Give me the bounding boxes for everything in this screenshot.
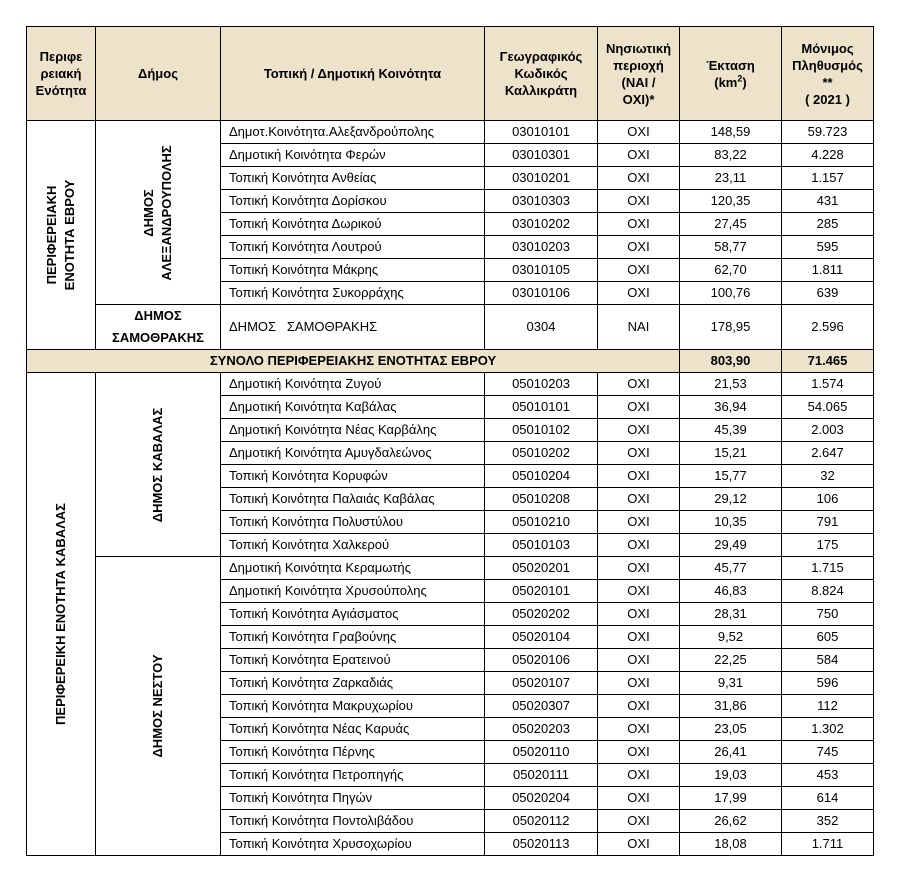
island-flag: ΝΑΙ [598,305,680,350]
geo-code: 03010301 [485,144,598,167]
population-value: 1.811 [782,259,874,282]
geo-code: 05020204 [485,787,598,810]
island-flag: ΟΧΙ [598,534,680,557]
area-value: 29,12 [680,488,782,511]
community-name: Τοπική Κοινότητα Γραβούνης [221,626,485,649]
area-value: 15,77 [680,465,782,488]
community-name: Τοπική Κοινότητα Μάκρης [221,259,485,282]
header-population: Μόνιμος Πληθυσμός ** ( 2021 ) [782,27,874,121]
header-row [27,27,874,121]
area-value: 27,45 [680,213,782,236]
geo-code: 0304 [485,305,598,350]
area-value: 23,05 [680,718,782,741]
island-flag: ΟΧΙ [598,213,680,236]
community-name: Τοπική Κοινότητα Συκορράχης [221,282,485,305]
island-flag: ΟΧΙ [598,373,680,396]
geo-code: 05010103 [485,534,598,557]
area-value: 17,99 [680,787,782,810]
geo-code: 05010204 [485,465,598,488]
geo-code: 03010202 [485,213,598,236]
population-value: 595 [782,236,874,259]
header-region: Περιφε ρειακή Ενότητα [27,27,96,121]
area-value: 26,62 [680,810,782,833]
area-value: 45,77 [680,557,782,580]
table-row [27,305,874,350]
area-value: 29,49 [680,534,782,557]
community-name: Τοπική Κοινότητα Ανθείας [221,167,485,190]
geo-code: 05020113 [485,833,598,856]
area-value: 23,11 [680,167,782,190]
population-value: 1.157 [782,167,874,190]
geo-code: 05020203 [485,718,598,741]
island-flag: ΟΧΙ [598,236,680,259]
community-name: Τοπική Κοινότητα Πολυστύλου [221,511,485,534]
community-name: Δημοτική Κοινότητα Αμυγδαλεώνος [221,442,485,465]
area-value: 148,59 [680,121,782,144]
island-flag: ΟΧΙ [598,741,680,764]
community-name: Τοπική Κοινότητα Πετροπηγής [221,764,485,787]
island-flag: ΟΧΙ [598,511,680,534]
community-name: Τοπική Κοινότητα Πέρνης [221,741,485,764]
region-evros: ΠΕΡΙΦΕΡΕΙΑΚΗ ΕΝΟΤΗΤΑ ΕΒΡΟΥ [27,121,96,350]
population-value: 54.065 [782,396,874,419]
table-row [27,373,874,396]
area-value: 46,83 [680,580,782,603]
header-area: Έκταση $(km^2)$ [680,27,782,121]
community-name: Τοπική Κοινότητα Νέας Καρυάς [221,718,485,741]
geo-code: 05020202 [485,603,598,626]
population-value: 584 [782,649,874,672]
area-value: 45,39 [680,419,782,442]
header-island: Νησιωτική περιοχή (ΝΑΙ / ΟΧΙ)* [598,27,680,121]
island-flag: ΟΧΙ [598,488,680,511]
community-name: Τοπική Κοινότητα Δωρικού [221,213,485,236]
total-row [27,350,874,373]
geo-code: 05010210 [485,511,598,534]
island-flag: ΟΧΙ [598,580,680,603]
island-flag: ΟΧΙ [598,603,680,626]
table-row [27,121,874,144]
island-flag: ΟΧΙ [598,626,680,649]
municipality-kavala: ΔΗΜΟΣ ΚΑΒΑΛΑΣ [96,373,221,557]
geo-code: 05010202 [485,442,598,465]
community-name: Δημοτική Κοινότητα Καβάλας [221,396,485,419]
population-value: 2.596 [782,305,874,350]
population-value: 112 [782,695,874,718]
municipality-alexandroupoli: ΔΗΜΟΣ ΑΛΕΞΑΝΔΡΟΥΠΟΛΗΣ [96,121,221,305]
geo-code: 03010106 [485,282,598,305]
geo-code: 03010101 [485,121,598,144]
geo-code: 05010101 [485,396,598,419]
geo-code: 05020112 [485,810,598,833]
community-name: Δημοτική Κοινότητα Χρυσούπολης [221,580,485,603]
population-value: 453 [782,764,874,787]
area-value: 9,31 [680,672,782,695]
island-flag: ΟΧΙ [598,167,680,190]
geo-code: 03010203 [485,236,598,259]
community-name: Τοπική Κοινότητα Ζαρκαδιάς [221,672,485,695]
island-flag: ΟΧΙ [598,695,680,718]
island-flag: ΟΧΙ [598,282,680,305]
area-value: 31,86 [680,695,782,718]
population-value: 750 [782,603,874,626]
community-name: Τοπική Κοινότητα Χρυσοχωρίου [221,833,485,856]
header-geo-code: Γεωγραφικός Κωδικός Καλλικράτη [485,27,598,121]
community-name: Τοπική Κοινότητα Ποντολιβάδου [221,810,485,833]
geo-code: 05020104 [485,626,598,649]
region-kavala: ΠΕΡΙΦΕΡΕΙΚΗ ΕΝΟΤΗΤΑ ΚΑΒΑΛΑΣ [27,373,96,856]
island-flag: ΟΧΙ [598,144,680,167]
area-value: 83,22 [680,144,782,167]
island-flag: ΟΧΙ [598,764,680,787]
island-flag: ΟΧΙ [598,833,680,856]
population-value: 605 [782,626,874,649]
community-name: Δημοτική Κοινότητα Κεραμωτής [221,557,485,580]
area-value: 10,35 [680,511,782,534]
municipality-samothraki: ΔΗΜΟΣ ΣΑΜΟΘΡΑΚΗΣ [96,305,221,350]
total-population: 71.465 [782,350,874,373]
geo-code: 05010102 [485,419,598,442]
geo-code: 05020201 [485,557,598,580]
community-name: Τοπική Κοινότητα Ερατεινού [221,649,485,672]
community-name: Τοπική Κοινότητα Λουτρού [221,236,485,259]
island-flag: ΟΧΙ [598,419,680,442]
island-flag: ΟΧΙ [598,259,680,282]
area-value: 19,03 [680,764,782,787]
area-value: 22,25 [680,649,782,672]
population-value: 614 [782,787,874,810]
population-value: 352 [782,810,874,833]
population-value: 4.228 [782,144,874,167]
island-flag: ΟΧΙ [598,810,680,833]
island-flag: ΟΧΙ [598,718,680,741]
community-name: Τοπική Κοινότητα Μακρυχωρίου [221,695,485,718]
community-name: Δημοτική Κοινότητα Ζυγού [221,373,485,396]
geo-code: 05020107 [485,672,598,695]
island-flag: ΟΧΙ [598,672,680,695]
geo-code: 03010303 [485,190,598,213]
population-value: 791 [782,511,874,534]
area-value: 62,70 [680,259,782,282]
community-name: Τοπική Κοινότητα Αγιάσματος [221,603,485,626]
municipality-nestos: ΔΗΜΟΣ ΝΕΣΤΟΥ [96,557,221,856]
header-community: Τοπική / Δημοτική Κοινότητα [221,27,485,121]
population-value: 596 [782,672,874,695]
population-value: 106 [782,488,874,511]
area-value: 178,95 [680,305,782,350]
community-name: Τοπική Κοινότητα Δορίσκου [221,190,485,213]
geo-code: 05010203 [485,373,598,396]
population-value: 32 [782,465,874,488]
geo-code: 03010105 [485,259,598,282]
population-value: 1.302 [782,718,874,741]
area-value: 21,53 [680,373,782,396]
community-name: Τοπική Κοινότητα Κορυφών [221,465,485,488]
area-value: 36,94 [680,396,782,419]
island-flag: ΟΧΙ [598,190,680,213]
population-value: 1.715 [782,557,874,580]
geo-code: 05020307 [485,695,598,718]
area-value: 120,35 [680,190,782,213]
total-label: ΣΥΝΟΛΟ ΠΕΡΙΦΕΡΕΙΑΚΗΣ ΕΝΟΤΗΤΑΣ ΕΒΡΟΥ [27,350,680,373]
community-name: Τοπική Κοινότητα Χαλκερού [221,534,485,557]
population-value: 59.723 [782,121,874,144]
community-name: Τοπική Κοινότητα Παλαιάς Καβάλας [221,488,485,511]
geo-code: 03010201 [485,167,598,190]
population-value: 175 [782,534,874,557]
area-value: 100,76 [680,282,782,305]
island-flag: ΟΧΙ [598,557,680,580]
island-flag: ΟΧΙ [598,787,680,810]
population-value: 1.711 [782,833,874,856]
population-value: 745 [782,741,874,764]
population-value: 2.647 [782,442,874,465]
population-value: 2.003 [782,419,874,442]
population-value: 431 [782,190,874,213]
header-municipality: Δήμος [96,27,221,121]
area-value: 58,77 [680,236,782,259]
community-name: Δημοτική Κοινότητα Φερών [221,144,485,167]
geo-code: 05020110 [485,741,598,764]
area-value: 9,52 [680,626,782,649]
area-value: 18,08 [680,833,782,856]
population-value: 285 [782,213,874,236]
island-flag: ΟΧΙ [598,442,680,465]
population-value: 8.824 [782,580,874,603]
area-value: 26,41 [680,741,782,764]
population-value: 639 [782,282,874,305]
total-area: 803,90 [680,350,782,373]
community-name: Δημοτική Κοινότητα Νέας Καρβάλης [221,419,485,442]
community-name: ΔΗΜΟΣ ΣΑΜΟΘΡΑΚΗΣ [221,305,485,350]
island-flag: ΟΧΙ [598,396,680,419]
island-flag: ΟΧΙ [598,121,680,144]
geo-code: 05010208 [485,488,598,511]
community-name: Δημοτ.Κοινότητα.Αλεξανδρούπολης [221,121,485,144]
geo-code: 05020111 [485,764,598,787]
table-row [27,557,874,580]
area-value: 28,31 [680,603,782,626]
geo-code: 05020101 [485,580,598,603]
island-flag: ΟΧΙ [598,649,680,672]
geo-code: 05020106 [485,649,598,672]
communities-table [26,26,874,856]
community-name: Τοπική Κοινότητα Πηγών [221,787,485,810]
population-value: 1.574 [782,373,874,396]
area-value: 15,21 [680,442,782,465]
island-flag: ΟΧΙ [598,465,680,488]
